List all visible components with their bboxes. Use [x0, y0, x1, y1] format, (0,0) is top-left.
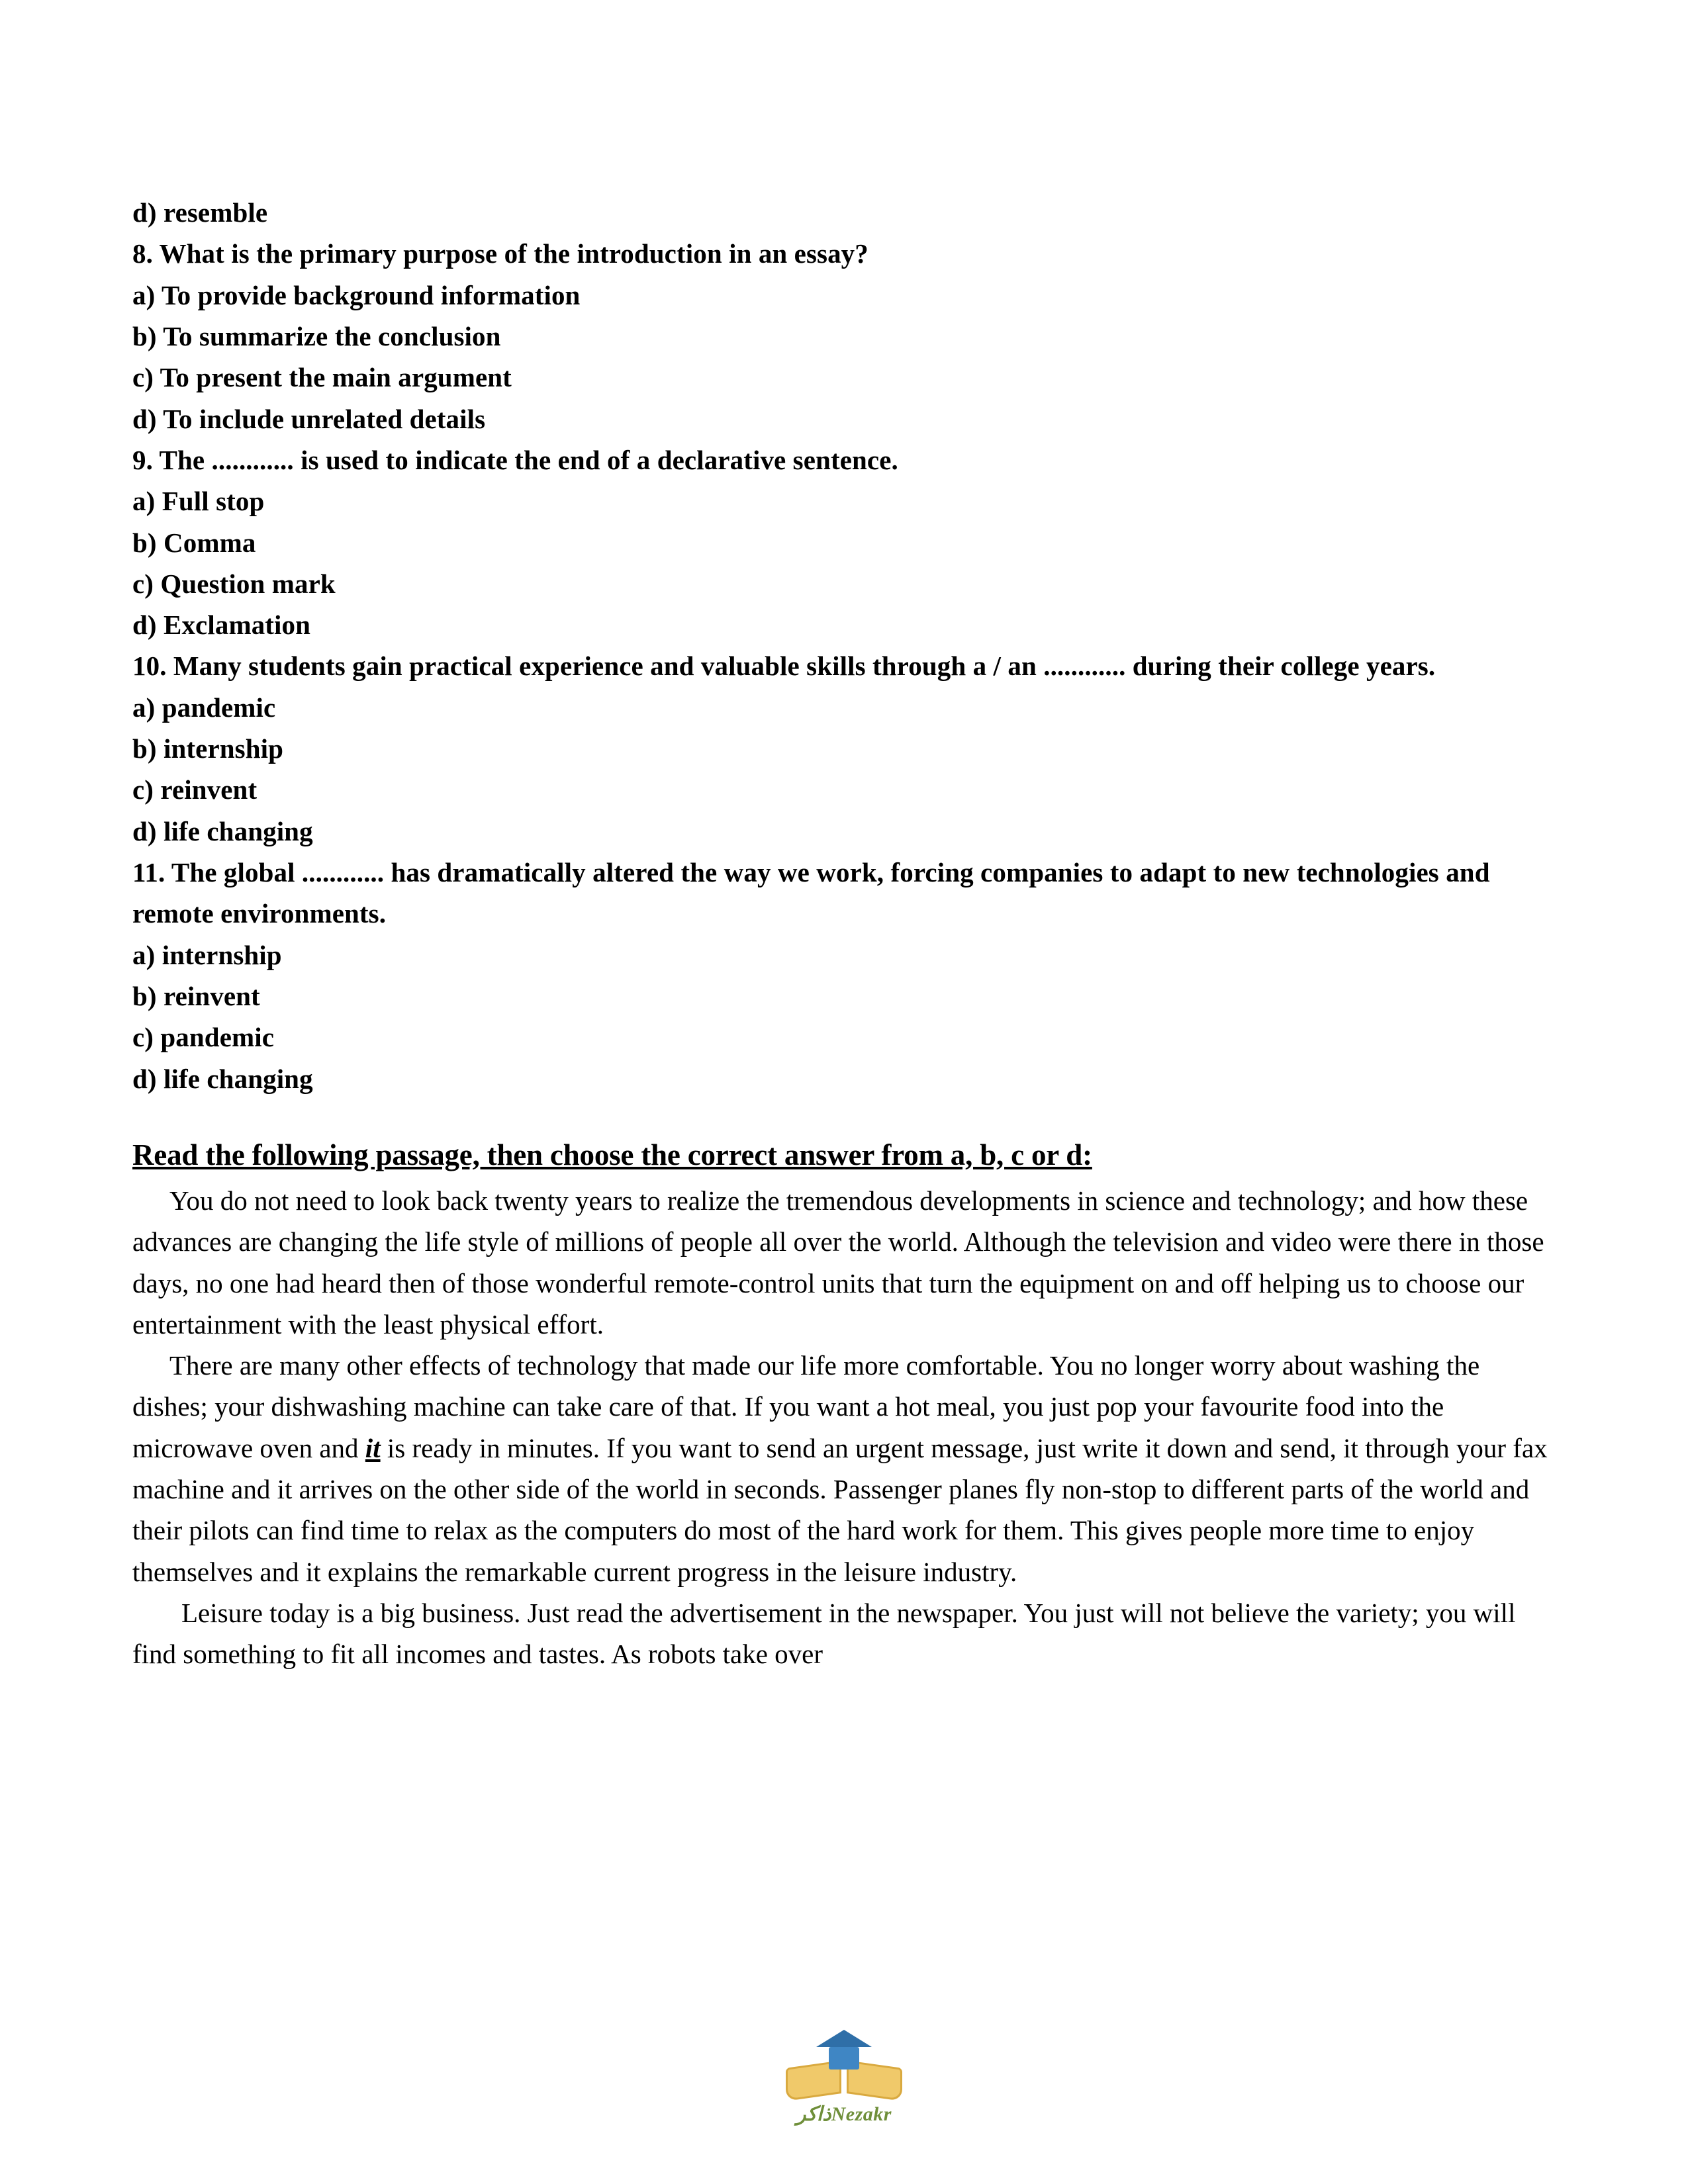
passage-paragraph-2-part1: There are many other effects of technology that made our life more comfortable. You no longer worry about washing the dishes; your dishwashing machine can take care of that. If you want a hot meal, you just pop your favourite food into the microwave oven and	[132, 1350, 1480, 1463]
passage-paragraph-2	[132, 1345, 1556, 1592]
mcq-line: c) pandemic	[132, 1022, 275, 1053]
mcq-line: 9. The ............ is used to indicate the end of a declarative sentence.	[132, 444, 898, 475]
multiple-choice-questions	[132, 192, 1556, 1099]
mcq-line: c) reinvent	[132, 774, 258, 805]
mcq-line: c) To present the main argument	[132, 362, 512, 393]
mcq-line: d) resemble	[132, 197, 268, 228]
mcq-line: a) internship	[132, 939, 282, 970]
mcq-line: 8. What is the primary purpose of the introduction in an essay?	[132, 238, 868, 269]
brand-name: ذاكرNezakr	[796, 2103, 892, 2125]
mcq-line: b) reinvent	[132, 980, 260, 1011]
passage-paragraph-1: You do not need to look back twenty years to realize the tremendous developments in science and technology; and how these advances are changing the life style of millions of people all over the world. Although the television and video were there in those days, no one had heard then of those wonderful remote-control units that turn the equipment on and off helping us to choose our entertainment with the least physical effort.	[132, 1185, 1544, 1340]
cap-top	[816, 2030, 872, 2047]
mcq-line: a) pandemic	[132, 692, 276, 723]
mcq-line: b) To summarize the conclusion	[132, 320, 501, 351]
mcq-line: d) life changing	[132, 1063, 313, 1094]
cap-body	[829, 2047, 859, 2070]
mcq-line: b) internship	[132, 733, 284, 764]
book-right-page	[847, 2060, 902, 2101]
mcq-line: d) life changing	[132, 815, 313, 846]
mcq-line: 10. Many students gain practical experience and valuable skills through a / an ............ during their college years.	[132, 651, 1436, 682]
mcq-line: b) Comma	[132, 527, 256, 558]
passage-section-heading: Read the following passage, then choose the correct answer from a, b, c or d:	[132, 1138, 1092, 1171]
passage-emphasis-word: it	[365, 1432, 381, 1463]
mcq-line: d) Exclamation	[132, 610, 311, 641]
mcq-line: a) To provide background information	[132, 279, 581, 310]
mcq-line: 11. The global ............ has dramatically altered the way we work, forcing companies to adapt to new technologies and remote environments.	[132, 857, 1497, 929]
passage-paragraph-2-part2: is ready in minutes. If you want to send an urgent message, just write it down and send, it through your fax machine and it arrives on the other side of the world in seconds. Passenger planes fly non-stop to different parts of the world and their pilots can find time to relax as the computers do most of the hard work for them. This gives people more time to enjoy themselves and it explains the remarkable current progress in the leisure industry.	[132, 1432, 1548, 1587]
book-left-page	[786, 2060, 841, 2101]
mcq-line: c) Question mark	[132, 568, 336, 599]
reading-passage	[132, 1180, 1556, 1675]
passage-paragraph-3: Leisure today is a big business. Just read the advertisement in the newspaper. You just will not believe the variety; you will find something to fit all incomes and tastes. As robots take over	[132, 1598, 1516, 1670]
mcq-line: d) To include unrelated details	[132, 403, 486, 434]
mcq-line: a) Full stop	[132, 486, 265, 517]
graduation-cap-book-icon	[784, 2028, 904, 2101]
footer-watermark	[0, 2028, 1688, 2126]
